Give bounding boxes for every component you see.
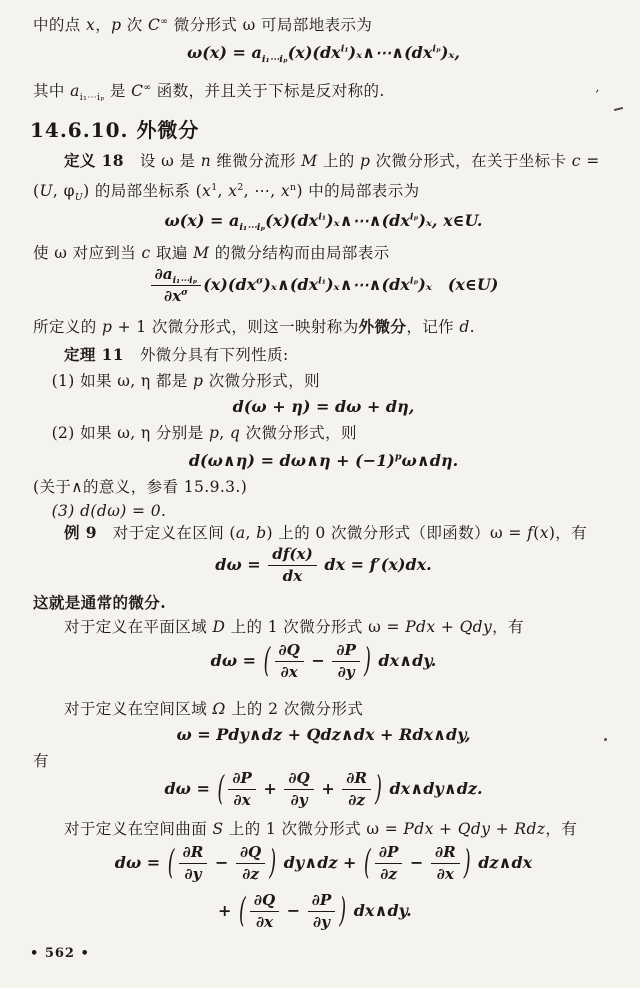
surface-line: 对于定义在空间曲面 S 上的 1 次微分形式 ω = Pdx + Qdy + Rdz，有 [64,820,578,838]
wedge-rule-formula: d(ω∧η) = dω∧η + $(-1)^p\omega\wedge d\eta$. [188,451,459,470]
dxdy-formula: dω = ( $\frac{\partial Q}{\partial x}$ − $\frac{\partial P}{\partial y}$ ) dx∧dy. [210,640,437,681]
page-number: • 562 • [30,946,90,961]
definition-formula: $\omega(x) = a_{i_1\cdots i_p}(x)(dx^{i_1})_x\wedge\cdots\wedge(dx^{i_p})_x$, x∈U. [164,211,483,234]
sum-rule-formula: d(ω + η) = dω + dη, [232,397,415,416]
intro-formula: $\omega(x) = a_{i_1\cdots i_p}(x)(dx^{i_1})_x\wedge\cdots\wedge(dx^{i_p})_x$, [187,43,460,66]
df-formula: dω = $\frac{df(x)}{dx}$ dx = f′(x)dx. [215,544,432,585]
scan-artifact: ’ [592,87,600,104]
usual-differential-line: 这就是通常的微分. [33,593,166,612]
curl-formula-line-2: + ( $\frac{\partial Q}{\partial x}$ − $\frac{\partial P}{\partial y}$ ) dx∧dy. [218,890,412,931]
theorem-11-line: 定理 11 外微分具有下列性质: [64,345,289,364]
property-2-line: (2) 如果 ω, η 分别是 p, q 次微分形式，则 [51,424,357,442]
example-9-line: 例 9 对于定义在区间 (a, b) 上的 0 次微分形式（即函数）ω = f(x)，有 [64,523,588,542]
scan-artifact [614,107,623,111]
divergence-formula: dω = ( $\frac{\partial P}{\partial x}$ + $\frac{\partial Q}{\partial y}$ + $\frac{\partial R}{\partial z}$ ) dx∧dy∧dz. [164,768,483,809]
curl-formula-line-1: dω = ( $\frac{\partial R}{\partial y}$ − $\frac{\partial Q}{\partial z}$ ) dy∧dz + ( $\frac{\partial P}{\partial z}$ − $\frac{\partial R}{\partial x}$ ) dz∧dx [114,842,533,883]
intro-line: 中的点 x，p 次 C∞ 微分形式 ω 可局部地表示为 [33,15,373,34]
two-form-formula: ω = Pdy∧dz + Qdz∧dx + Rdx∧dy, [176,725,471,744]
named-exterior-differential-line: 所定义的 p + 1 次微分形式，则这一映射称为外微分，记作 d. [33,317,475,336]
property-3-line: (3) d(dω) = 0. [51,502,167,520]
exterior-derivative-formula: $\frac{\partial a_{i_1\cdots i_p}}{\partial x^\sigma}$ $(x)(dx^\sigma)_x\wedge(dx^{i_1})_x\wedge\cdots\wedge(dx^{i_p})_x$ (x∈U) [33,262,614,308]
wedge-meaning-note: (关于∧的意义，参看 15.9.3.) [33,478,248,496]
definition-18-paragraph: 定义 18 设 ω 是 n 维微分流形 M 上的 p 次微分形式，在关于坐标卡 c = (U, $\varphi_U$) 的局部坐标系 ($x^1$, $x^2$, ⋯, $x^n$) 中的局部表示为 [33,151,600,204]
chart-line: 使 ω 对应到当 c 取遍 M 的微分结构而由局部表示 [33,244,390,262]
have-line: 有 [33,752,49,770]
scan-artifact [604,738,607,741]
plane-region-line: 对于定义在平面区域 D 上的 1 次微分形式 ω = Pdx + Qdy，有 [64,618,524,636]
section-heading: 14.6.10. 外微分 [30,118,200,142]
space-region-line: 对于定义在空间区域 Ω 上的 2 次微分形式 [64,700,364,718]
property-1-line: (1) 如果 ω, η 都是 p 次微分形式，则 [51,372,321,390]
antisymmetry-line: 其中 $a_{i_1\cdots i_p}$ 是 C∞ 函数，并且关于下标是反对称的. [33,81,385,104]
